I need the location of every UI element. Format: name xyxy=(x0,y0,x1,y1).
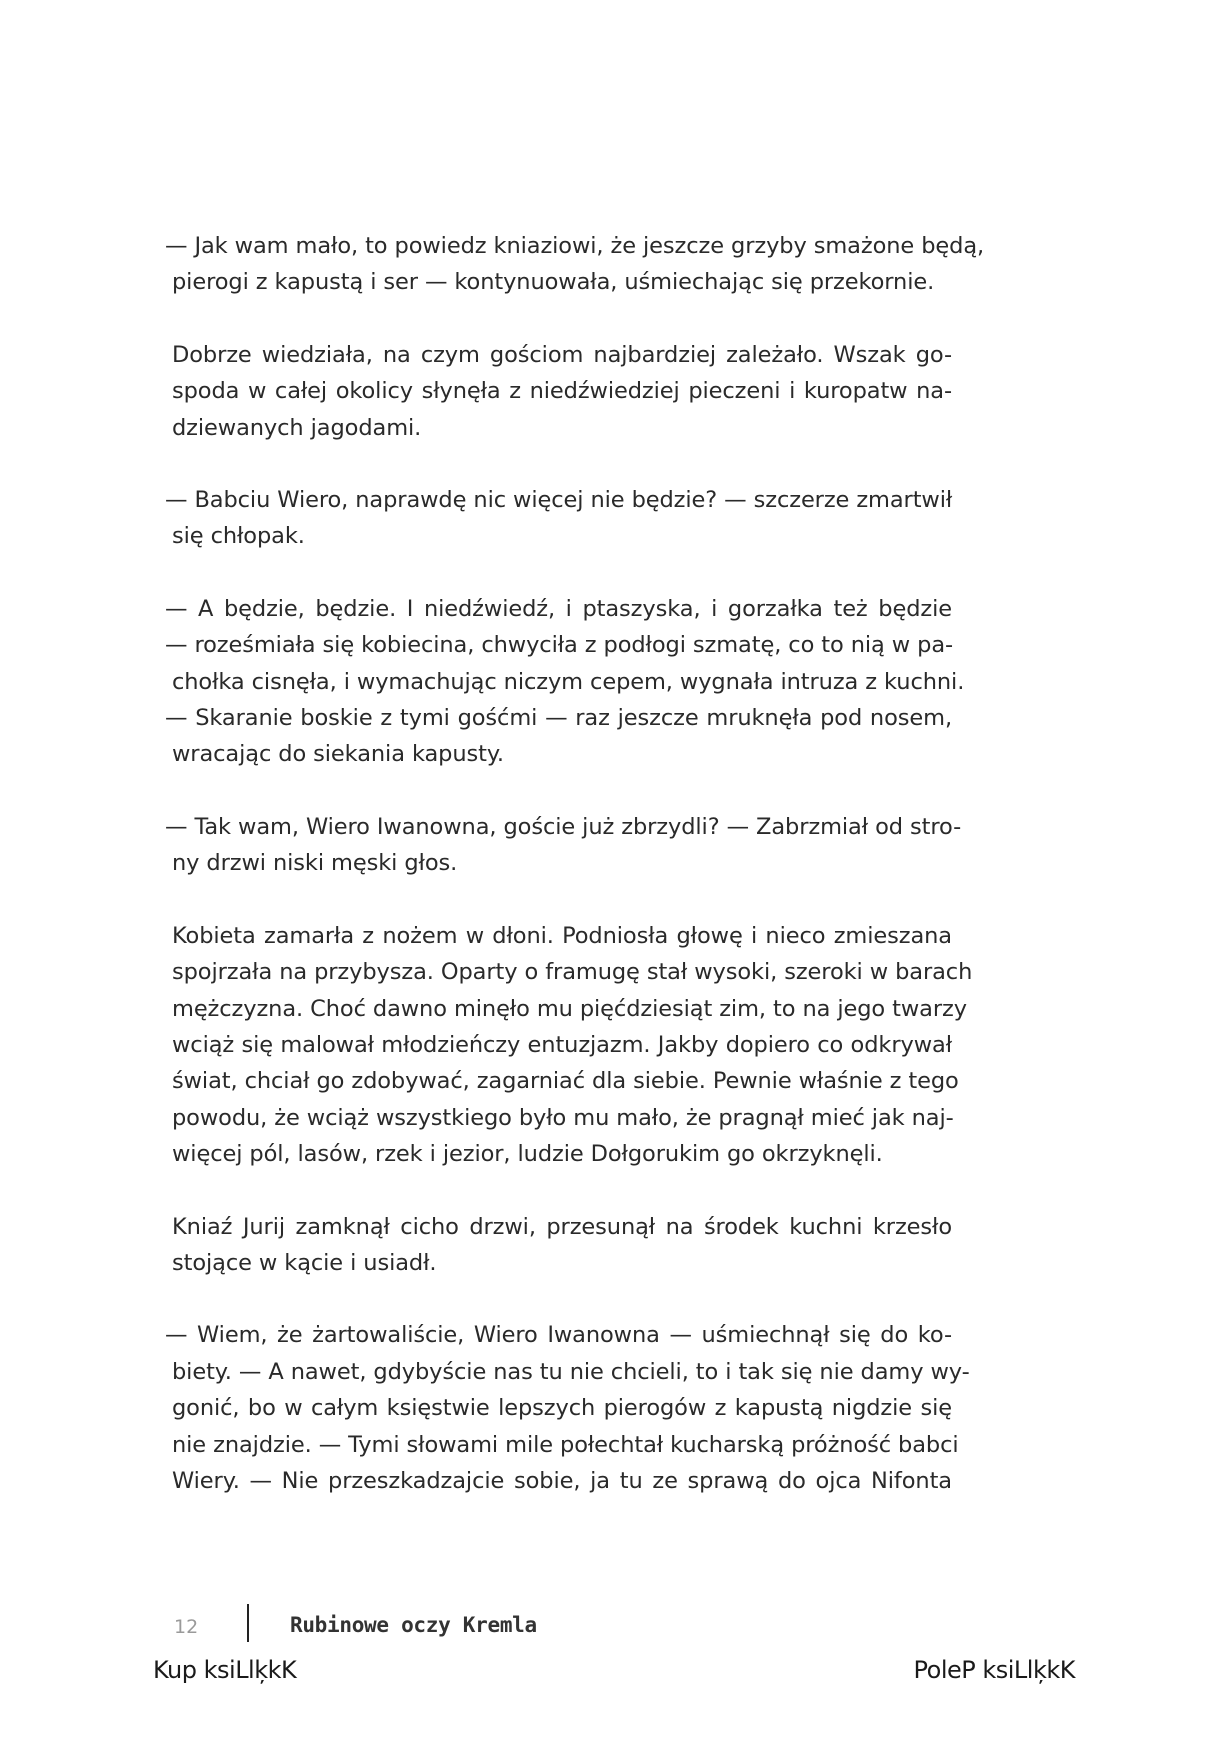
text-line: — Babciu Wiero, naprawdę nic więcej nie będzie? — szczerze zmartwił xyxy=(165,487,953,514)
footer-divider xyxy=(247,1604,249,1642)
text-line: — Skaranie boskie z tymi gośćmi — raz jeszcze mruknęła pod nosem, xyxy=(165,705,952,732)
paragraph xyxy=(165,482,953,555)
buy-book-link[interactable]: Kup ksiLlķkK xyxy=(153,1656,297,1684)
paragraph xyxy=(165,591,965,773)
page-number: 12 xyxy=(174,1616,199,1638)
text-line: dziewanych jagodami. xyxy=(172,414,422,441)
text-line: więcej pól, lasów, rzek i jezior, ludzie Dołgorukim go okrzyknęli. xyxy=(172,1141,883,1168)
page-footer xyxy=(172,1604,972,1644)
paragraph xyxy=(165,1317,970,1499)
text-line: ny drzwi niski męski głos. xyxy=(172,850,458,877)
text-line: — Jak wam mało, to powiedz kniaziowi, że jeszcze grzyby smażone będą, xyxy=(165,233,985,259)
text-line: biety. — A nawet, gdybyście nas tu nie chcieli, to i tak się nie damy wy- xyxy=(172,1358,970,1385)
book-title: Rubinowe oczy Kremla xyxy=(290,1613,537,1637)
text-line: — A będzie, będzie. I niedźwiedź, i ptaszyska, i gorzałka też będzie xyxy=(165,595,952,622)
page-body xyxy=(165,228,985,1535)
text-line: mężczyzna. Choć dawno minęło mu pięćdziesiąt zim, to na jego twarzy xyxy=(172,995,967,1022)
text-line: świat, chciał go zdobywać, zagarniać dla siebie. Pewnie właśnie z tego xyxy=(172,1068,959,1095)
text-line: nie znajdzie. — Tymi słowami mile połechtał kucharską próżność babci xyxy=(172,1431,959,1458)
text-line: wracając do siekania kapusty. xyxy=(172,741,504,768)
text-line: — Wiem, że żartowaliście, Wiero Iwanowna — uśmiechnął się do ko- xyxy=(165,1322,952,1349)
text-line: spoda w całej okolicy słynęła z niedźwiedziej pieczeni i kuropatw na- xyxy=(172,378,952,405)
paragraph xyxy=(172,337,952,446)
text-line: stojące w kącie i usiadł. xyxy=(172,1249,437,1276)
paragraph xyxy=(172,918,973,1173)
text-line: — roześmiała się kobiecina, chwyciła z podłogi szmatę, co to nią w pa- xyxy=(165,632,954,659)
text-line: pierogi z kapustą i ser — kontynuowała, uśmiechając się przekornie. xyxy=(172,269,935,296)
recommend-book-link[interactable]: PoleP ksiLlķkK xyxy=(913,1656,1075,1684)
text-line: Wiery. — Nie przeszkadzajcie sobie, ja tu ze sprawą do ojca Nifonta xyxy=(172,1467,952,1494)
text-line: się chłopak. xyxy=(172,523,305,550)
paragraph xyxy=(172,1209,952,1282)
text-line: gonić, bo w całym księstwie lepszych pierogów z kapustą nigdzie się xyxy=(172,1395,952,1422)
text-line: powodu, że wciąż wszystkiego było mu mało, że pragnął mieć jak naj- xyxy=(172,1104,954,1131)
paragraph xyxy=(165,809,962,882)
paragraph xyxy=(165,228,985,301)
text-line: chołka cisnęła, i wymachując niczym cepem, wygnała intruza z kuchni. xyxy=(172,668,965,695)
text-line: Dobrze wiedziała, na czym gościom najbardziej zależało. Wszak go- xyxy=(172,341,952,368)
text-line: wciąż się malował młodzieńczy entuzjazm. Jakby dopiero co odkrywał xyxy=(172,1031,952,1058)
text-line: — Tak wam, Wiero Iwanowna, goście już zbrzydli? — Zabrzmiał od stro- xyxy=(165,813,962,840)
text-line: spojrzała na przybysza. Oparty o framugę stał wysoki, szeroki w barach xyxy=(172,959,973,986)
text-line: Kobieta zamarła z nożem w dłoni. Podniosła głowę i nieco zmieszana xyxy=(172,922,952,949)
text-line: Kniaź Jurij zamknął cicho drzwi, przesunął na środek kuchni krzesło xyxy=(172,1213,952,1240)
